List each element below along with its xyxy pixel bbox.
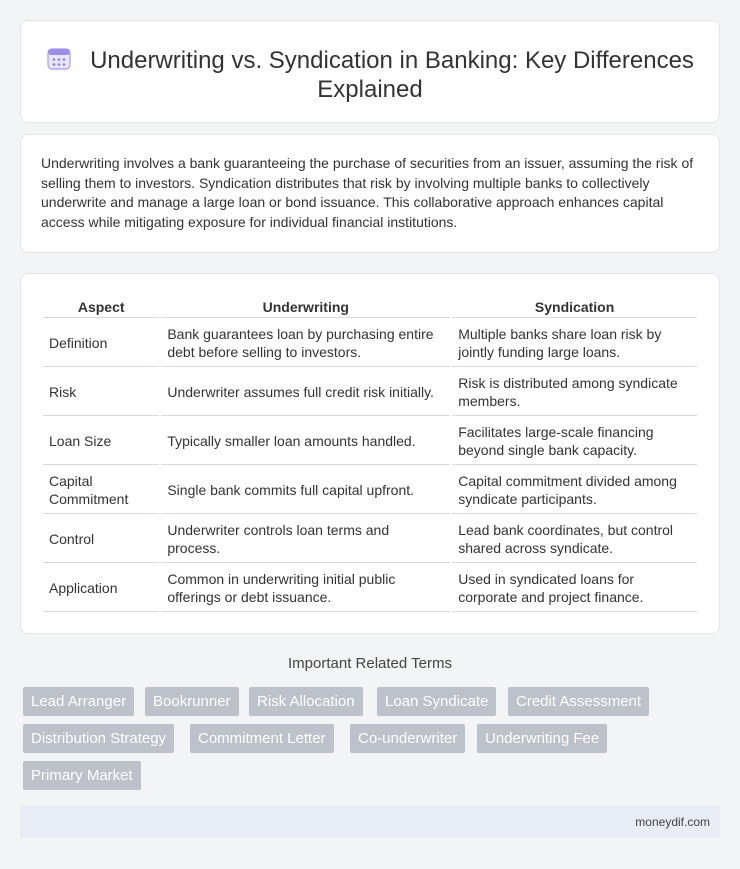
row-syndication: Used in syndicated loans for corporate and project finance.	[452, 565, 697, 612]
row-underwriting: Bank guarantees loan by purchasing entire debt before selling to investors.	[161, 320, 450, 367]
tag-credit-assessment[interactable]: Credit Assessment	[508, 687, 649, 716]
row-underwriting: Underwriter controls loan terms and process.	[161, 516, 450, 563]
row-syndication: Multiple banks share loan risk by jointly funding large loans.	[452, 320, 697, 367]
row-underwriting: Common in underwriting initial public offerings or debt issuance.	[161, 565, 450, 612]
page-title: Underwriting vs. Syndication in Banking: Key Differences Explained	[90, 47, 694, 103]
intro-card	[20, 134, 720, 253]
row-underwriting: Single bank commits full capital upfront.	[161, 467, 450, 514]
related-terms-heading: Important Related Terms	[288, 655, 452, 672]
header-underwriting: Underwriting	[161, 296, 450, 318]
table-row	[43, 516, 697, 563]
table-row	[43, 467, 697, 514]
row-underwriting: Typically smaller loan amounts handled.	[161, 418, 450, 465]
table-row	[43, 320, 697, 367]
row-aspect: Capital Commitment	[43, 467, 159, 514]
row-syndication: Risk is distributed among syndicate members.	[452, 369, 697, 416]
table-row	[43, 369, 697, 416]
tag-risk-allocation[interactable]: Risk Allocation	[249, 687, 363, 716]
intro-paragraph: Underwriting involves a bank guaranteeing the purchase of securities from an issuer, assuming the risk of selling them to investors. Syndication distributes that risk by involving multiple banks to collectively underwrite and manage a large loan or bond issuance. This collaborative approach enhances capital access while mitigating exposure for individual financial institutions.	[41, 155, 694, 230]
tag-co-underwriter[interactable]: Co-underwriter	[350, 724, 465, 753]
row-aspect: Control	[43, 516, 159, 563]
table-row	[43, 565, 697, 612]
row-underwriting: Underwriter assumes full credit risk initially.	[161, 369, 450, 416]
header-aspect: Aspect	[43, 296, 159, 318]
row-aspect: Risk	[43, 369, 159, 416]
header-syndication: Syndication	[452, 296, 697, 318]
tag-primary-market[interactable]: Primary Market	[23, 761, 141, 790]
calendar-icon	[46, 45, 72, 71]
footer-site-link[interactable]: moneydif.com	[635, 815, 710, 829]
tag-underwriting-fee[interactable]: Underwriting Fee	[477, 724, 607, 753]
footer-bar	[20, 806, 720, 838]
comparison-table	[41, 294, 699, 614]
table-row	[43, 418, 697, 465]
row-syndication: Facilitates large-scale financing beyond single bank capacity.	[452, 418, 697, 465]
title-card	[20, 20, 720, 123]
title-wrap	[21, 45, 719, 104]
tag-lead-arranger[interactable]: Lead Arranger	[23, 687, 134, 716]
tag-distribution-strategy[interactable]: Distribution Strategy	[23, 724, 174, 753]
comparison-table-card	[20, 273, 720, 634]
row-aspect: Loan Size	[43, 418, 159, 465]
row-syndication: Lead bank coordinates, but control shared across syndicate.	[452, 516, 697, 563]
row-aspect: Definition	[43, 320, 159, 367]
tag-loan-syndicate[interactable]: Loan Syndicate	[377, 687, 496, 716]
tag-commitment-letter[interactable]: Commitment Letter	[190, 724, 334, 753]
table-header-row	[43, 296, 697, 318]
row-syndication: Capital commitment divided among syndicate participants.	[452, 467, 697, 514]
row-aspect: Application	[43, 565, 159, 612]
tag-bookrunner[interactable]: Bookrunner	[145, 687, 239, 716]
